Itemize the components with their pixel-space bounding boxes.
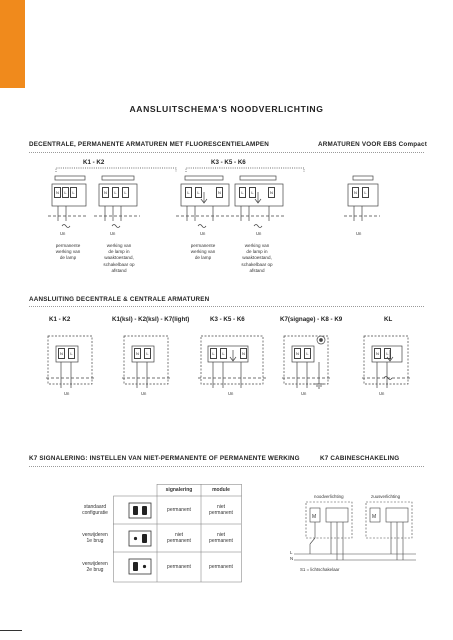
rail-label-l: L xyxy=(290,550,293,555)
cabine-note: S1 = lichtschakelaar xyxy=(300,567,340,572)
col-header-module: module xyxy=(212,487,230,493)
terminal: L xyxy=(362,187,369,198)
terminal: L xyxy=(210,348,217,359)
row-label: verwijderen 1e brug xyxy=(82,532,108,544)
terminal: N xyxy=(294,348,301,359)
bridge-indicators xyxy=(128,500,154,580)
terminal: L xyxy=(195,187,202,198)
un-label: Un xyxy=(356,231,362,236)
terminal: N xyxy=(54,187,61,198)
group-label-k3k5k6: K3 - K5 - K6 xyxy=(211,159,246,166)
terminal: N xyxy=(58,348,65,359)
row-label: standaard configuratie xyxy=(82,504,108,516)
terminal: N xyxy=(268,187,275,198)
section3-heading: K7 SIGNALERING: INSTELLEN VAN NIET-PERMANENTE OF PERMANENTE WERKING xyxy=(29,455,300,462)
terminal: L xyxy=(122,187,129,198)
un-label: Un xyxy=(64,391,70,396)
footer-rule xyxy=(0,630,22,631)
divider xyxy=(29,466,424,467)
caption: werking van de lamp in waaktoestand, schakelbaar op afstand xyxy=(241,243,273,273)
cell-module: niet permanent xyxy=(209,504,233,516)
cabine-left-label: noodverlichting xyxy=(314,494,344,499)
un-label: Un xyxy=(379,391,385,396)
un-label: Un xyxy=(110,231,116,236)
section1-heading: DECENTRALE, PERMANENTE ARMATUREN MET FLUORESCENTIELAMPEN xyxy=(29,141,269,148)
rail-label-n: N xyxy=(290,556,294,561)
cabine-diagram xyxy=(286,498,426,588)
terminal: N xyxy=(134,348,141,359)
terminal: L xyxy=(144,348,151,359)
group-label-k1k2: K1 - K2 xyxy=(83,159,105,166)
page-title: AANSLUITSCHEMA'S NOODVERLICHTING xyxy=(129,104,324,114)
svg-text:M: M xyxy=(312,514,317,520)
label-k7k8k9: K7(signage) - K8 - K9 xyxy=(280,316,343,323)
section2-wiring-diagrams xyxy=(28,328,428,408)
terminal: L xyxy=(384,348,391,359)
cell-module: niet permanent xyxy=(209,532,233,544)
terminal: L xyxy=(304,348,311,359)
label-k3k5k6: K3 - K5 - K6 xyxy=(210,316,245,323)
divider xyxy=(29,152,424,153)
un-label: Un xyxy=(200,231,206,236)
cell-signalering: permanent xyxy=(167,564,191,570)
terminal: N xyxy=(352,187,359,198)
terminal: L xyxy=(68,348,75,359)
terminal: N xyxy=(216,187,223,198)
cell-module: permanent xyxy=(209,564,233,570)
label-k1k2: K1 - K2 xyxy=(49,316,71,323)
terminal: L xyxy=(220,348,227,359)
caption: permanente werking van de lamp xyxy=(190,243,216,261)
terminal: N xyxy=(102,187,109,198)
col-header-signalering: signalering xyxy=(165,487,193,493)
cell-signalering: permanent xyxy=(167,507,191,513)
section1-heading-right: ARMATUREN VOOR EBS Compact xyxy=(318,141,427,148)
terminal: L xyxy=(62,187,69,198)
row-label: verwijderen 2e brug xyxy=(82,561,108,573)
un-label: Un xyxy=(141,391,147,396)
un-label: Un xyxy=(228,391,234,396)
terminal: L xyxy=(249,187,256,198)
cabine-right-label: zuusverlichting xyxy=(371,494,401,499)
svg-text:M: M xyxy=(372,514,377,520)
caption: permanente werking van de lamp xyxy=(55,243,81,261)
section1-wiring-diagrams xyxy=(28,166,428,246)
terminal: L xyxy=(185,187,192,198)
orange-tab xyxy=(0,0,25,88)
terminal: N xyxy=(374,348,381,359)
divider xyxy=(29,306,424,307)
caption: werking van de lamp in waaktoestand, schakelbaar op afstand xyxy=(103,243,135,273)
section2-heading: AANSLUITING DECENTRALE & CENTRALE ARMATUREN xyxy=(29,296,210,303)
terminal: L xyxy=(112,187,119,198)
terminal: N xyxy=(240,348,247,359)
terminal: L xyxy=(239,187,246,198)
terminal: L xyxy=(70,187,77,198)
label-kl: KL xyxy=(384,316,393,323)
un-label: Un xyxy=(301,391,307,396)
un-label: Un xyxy=(60,231,66,236)
cell-signalering: niet permanent xyxy=(167,532,191,544)
label-k1k2k7: K1(ksl) - K2(ksl) - K7(light) xyxy=(112,316,190,323)
section3-heading-right: K7 CABINESCHAKELING xyxy=(320,455,400,462)
un-label: Un xyxy=(256,231,262,236)
